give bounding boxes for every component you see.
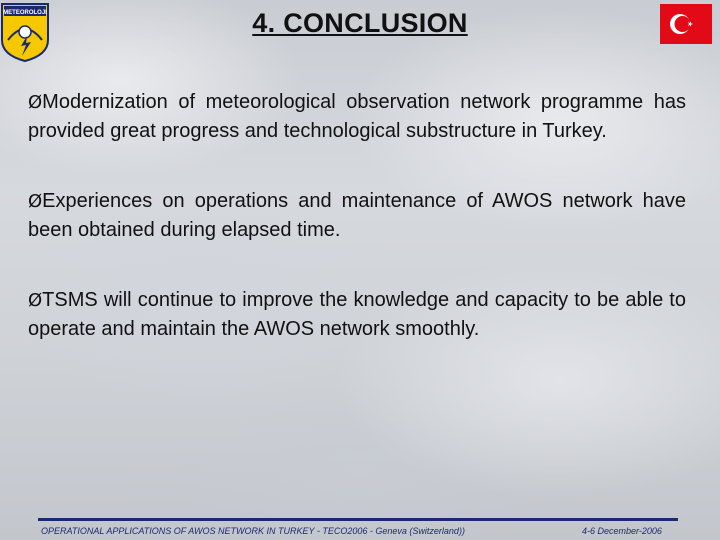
page-title: 4. CONCLUSION: [252, 8, 468, 38]
footer-caption: OPERATIONAL APPLICATIONS OF AWOS NETWORK IN TURKEY - TECO2006 - Geneva (Switzerland)): [41, 526, 465, 536]
footer-divider: [38, 518, 678, 521]
bullet-text: Experiences on operations and maintenance of AWOS network have been obtained during elapsed time.: [28, 190, 686, 241]
list-item: [28, 88, 686, 146]
arrow-bullet-icon: Ø: [28, 92, 43, 113]
logo-text: METEOROLOJI: [3, 10, 47, 16]
turkey-flag-icon: [660, 4, 712, 44]
footer-date: 4-6 December-2006: [582, 526, 662, 536]
arrow-bullet-icon: Ø: [28, 290, 43, 311]
list-item: [28, 187, 686, 245]
bullet-text: Modernization of meteorological observation network programme has provided great progress and technological substructure in Turkey.: [28, 91, 686, 142]
arrow-bullet-icon: Ø: [28, 191, 43, 212]
bullet-text: TSMS will continue to improve the knowledge and capacity to be able to operate and maintain the AWOS network smoothly.: [28, 289, 686, 340]
list-item: [28, 286, 686, 344]
conclusion-list: [28, 88, 686, 385]
